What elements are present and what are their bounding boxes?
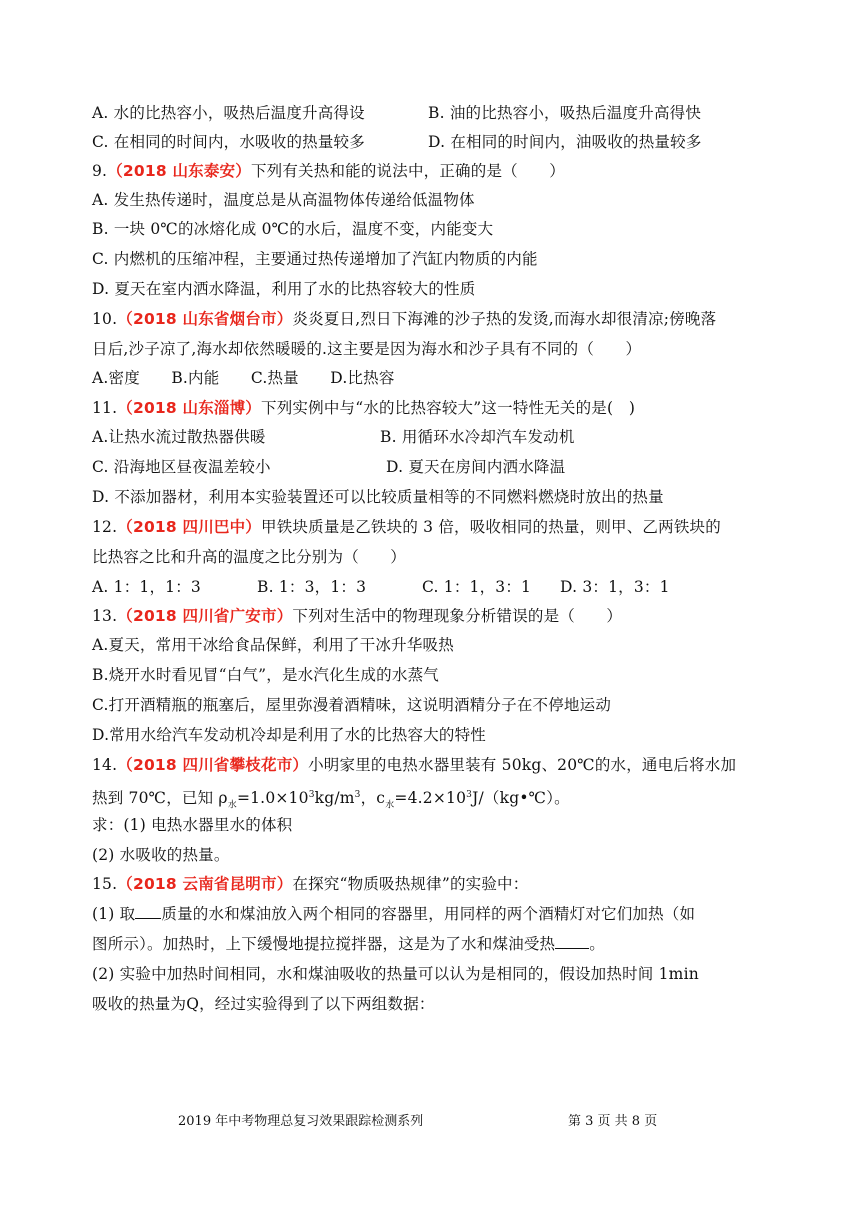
q15-stem: 在探究“物质吸热规律”的实验中： bbox=[292, 875, 529, 893]
q11-option-d: D. 夏天在房间内洒水降温 bbox=[386, 458, 566, 476]
q15-part2-line1: (2) 实验中加热时间相同，水和煤油吸收的热量可以认为是相同的，假设加热时间 1min bbox=[92, 965, 699, 983]
q14-text-b: =1.0×10 bbox=[236, 789, 309, 808]
q10-number: 10. bbox=[92, 310, 118, 328]
q15-part2-line2: 吸收的热量为Q，经过实验得到了以下两组数据： bbox=[92, 995, 435, 1013]
q9-number: 9. bbox=[92, 162, 108, 180]
q9-option-d: D. 夏天在室内洒水降温，利用了水的比热容较大的性质 bbox=[92, 280, 476, 298]
q13-option-b: B.烧开水时看见冒“白气”，是水汽化生成的水蒸气 bbox=[92, 666, 439, 684]
q15-part1-line2 bbox=[92, 933, 605, 955]
q15-blank-2[interactable] bbox=[555, 934, 589, 949]
q14-stem1: 小明家里的电热水器里装有 50kg、20℃的水，通电后将水加 bbox=[308, 756, 737, 774]
q12-option-d: D. 3：1，3：1 bbox=[560, 578, 670, 596]
q13-source: （2018 四川省广安市） bbox=[117, 607, 293, 625]
q15-stem-line bbox=[92, 873, 528, 895]
q14-sup-1: 3 bbox=[308, 790, 315, 800]
q12-stem-line2: 比热容之比和升高的温度之比分别为（ ） bbox=[92, 548, 407, 566]
q13-option-c: C.打开酒精瓶的瓶塞后，屋里弥漫着酒精味，这说明酒精分子在不停地运动 bbox=[92, 696, 612, 714]
q9-option-a: A. 发生热传递时，温度总是从高温物体传递给低温物体 bbox=[92, 191, 475, 209]
q15-number: 15. bbox=[92, 875, 118, 893]
q12-stem1: 甲铁块质量是乙铁块的 3 倍，吸收相同的热量，则甲、乙两铁块的 bbox=[261, 518, 721, 536]
q11-number: 11. bbox=[92, 399, 118, 417]
q11-source: （2018 山东淄博） bbox=[117, 399, 262, 417]
q11-stem-line bbox=[92, 397, 635, 419]
q8-option-d: D. 在相同的时间内，油吸收的热量较多 bbox=[428, 133, 702, 151]
q8-option-b: B. 油的比热容小，吸热后温度升高得快 bbox=[428, 104, 702, 122]
q11-option-c: C. 沿海地区昼夜温差较小 bbox=[92, 458, 271, 476]
q14-stem-line1 bbox=[92, 754, 736, 776]
q14-sup-2: 3 bbox=[354, 790, 361, 800]
q10-options: A.密度 B.内能 C.热量 D.比热容 bbox=[92, 369, 395, 387]
q15-source: （2018 云南省昆明市） bbox=[117, 875, 293, 893]
q15-part1-text2: 图所示）。加热时，上下缓慢地提拉搅拌器，这是为了水和煤油受热 bbox=[92, 935, 556, 953]
q12-stem-line1 bbox=[92, 516, 721, 538]
q10-stem1: 炎炎夏日,烈日下海滩的沙子热的发烫,而海水却很清凉;傍晚落 bbox=[292, 310, 717, 328]
footer-series: 2019 年中考物理总复习效果跟踪检测系列 bbox=[178, 1114, 424, 1129]
q14-ask-1: 求：(1) 电热水器里水的体积 bbox=[92, 816, 293, 834]
q14-text-a: 热到 70℃，已知 ρ bbox=[92, 789, 228, 808]
q15-part1-end: 。 bbox=[589, 935, 605, 953]
q12-number: 12. bbox=[92, 518, 118, 536]
q10-source: （2018 山东省烟台市） bbox=[117, 310, 293, 328]
q14-text-f: J/（kg•℃）。 bbox=[472, 789, 570, 808]
q14-source: （2018 四川省攀枝花市） bbox=[117, 756, 309, 774]
q10-stem-line1 bbox=[92, 308, 716, 330]
q13-number: 13. bbox=[92, 607, 118, 625]
q14-text-e: =4.2×10 bbox=[394, 789, 467, 808]
q14-sup-3: 3 bbox=[466, 790, 473, 800]
q14-text-c: kg/m bbox=[314, 789, 355, 808]
q14-sub-water-2: 水 bbox=[385, 800, 395, 811]
q11-stem: 下列实例中与“水的比热容较大”这一特性无关的是( ) bbox=[261, 399, 636, 417]
q9-stem-line bbox=[92, 160, 565, 182]
q15-blank-1[interactable] bbox=[135, 904, 161, 919]
q15-part1-text: 质量的水和煤油放入两个相同的容器里，用同样的两个酒精灯对它们加热（如 bbox=[161, 905, 696, 923]
q11-option-b: B. 用循环水冷却汽车发动机 bbox=[380, 428, 575, 446]
q14-ask-2: (2) 水吸收的热量。 bbox=[92, 846, 230, 864]
footer-page-number: 第 3 页 共 8 页 bbox=[568, 1114, 658, 1129]
q10-stem-line2: 日后,沙子凉了,海水却依然暖暖的.这主要是因为海水和沙子具有不同的（ ） bbox=[92, 340, 642, 358]
q9-stem: 下列有关热和能的说法中，正确的是（ ） bbox=[250, 162, 565, 180]
q8-option-c: C. 在相同的时间内，水吸收的热量较多 bbox=[92, 133, 365, 151]
q13-stem-line bbox=[92, 605, 622, 627]
q13-option-a: A.夏天，常用干冰给食品保鲜，利用了干冰升华吸热 bbox=[92, 636, 454, 654]
q12-option-c: C. 1：1，3：1 bbox=[422, 578, 532, 596]
q14-text-d: ，c bbox=[360, 789, 386, 808]
q12-option-a: A. 1：1，1：3 bbox=[92, 578, 201, 596]
q12-source: （2018 四川巴中） bbox=[117, 518, 262, 536]
q12-option-b: B. 1：3，1：3 bbox=[257, 578, 367, 596]
q14-sub-water-1: 水 bbox=[227, 800, 237, 811]
q13-stem: 下列对生活中的物理现象分析错误的是（ ） bbox=[292, 607, 623, 625]
q13-option-d: D.常用水给汽车发动机冷却是利用了水的比热容大的特性 bbox=[92, 726, 487, 744]
q9-source: （2018 山东泰安） bbox=[107, 162, 251, 180]
q15-part1-prefix: (1) 取 bbox=[92, 905, 136, 923]
q11-option-a: A.让热水流过散热器供暖 bbox=[92, 428, 266, 446]
q14-stem-line2 bbox=[92, 784, 570, 816]
q11-option-extra: D. 不添加器材，利用本实验装置还可以比较质量相等的不同燃料燃烧时放出的热量 bbox=[92, 488, 664, 506]
q9-option-c: C. 内燃机的压缩冲程，主要通过热传递增加了汽缸内物质的内能 bbox=[92, 250, 538, 268]
q14-number: 14. bbox=[92, 756, 118, 774]
q9-option-b: B. 一块 0℃的冰熔化成 0℃的水后，温度不变，内能变大 bbox=[92, 220, 494, 238]
q8-option-a: A. 水的比热容小，吸热后温度升高得设 bbox=[92, 104, 365, 122]
q15-part1-line1 bbox=[92, 903, 695, 925]
